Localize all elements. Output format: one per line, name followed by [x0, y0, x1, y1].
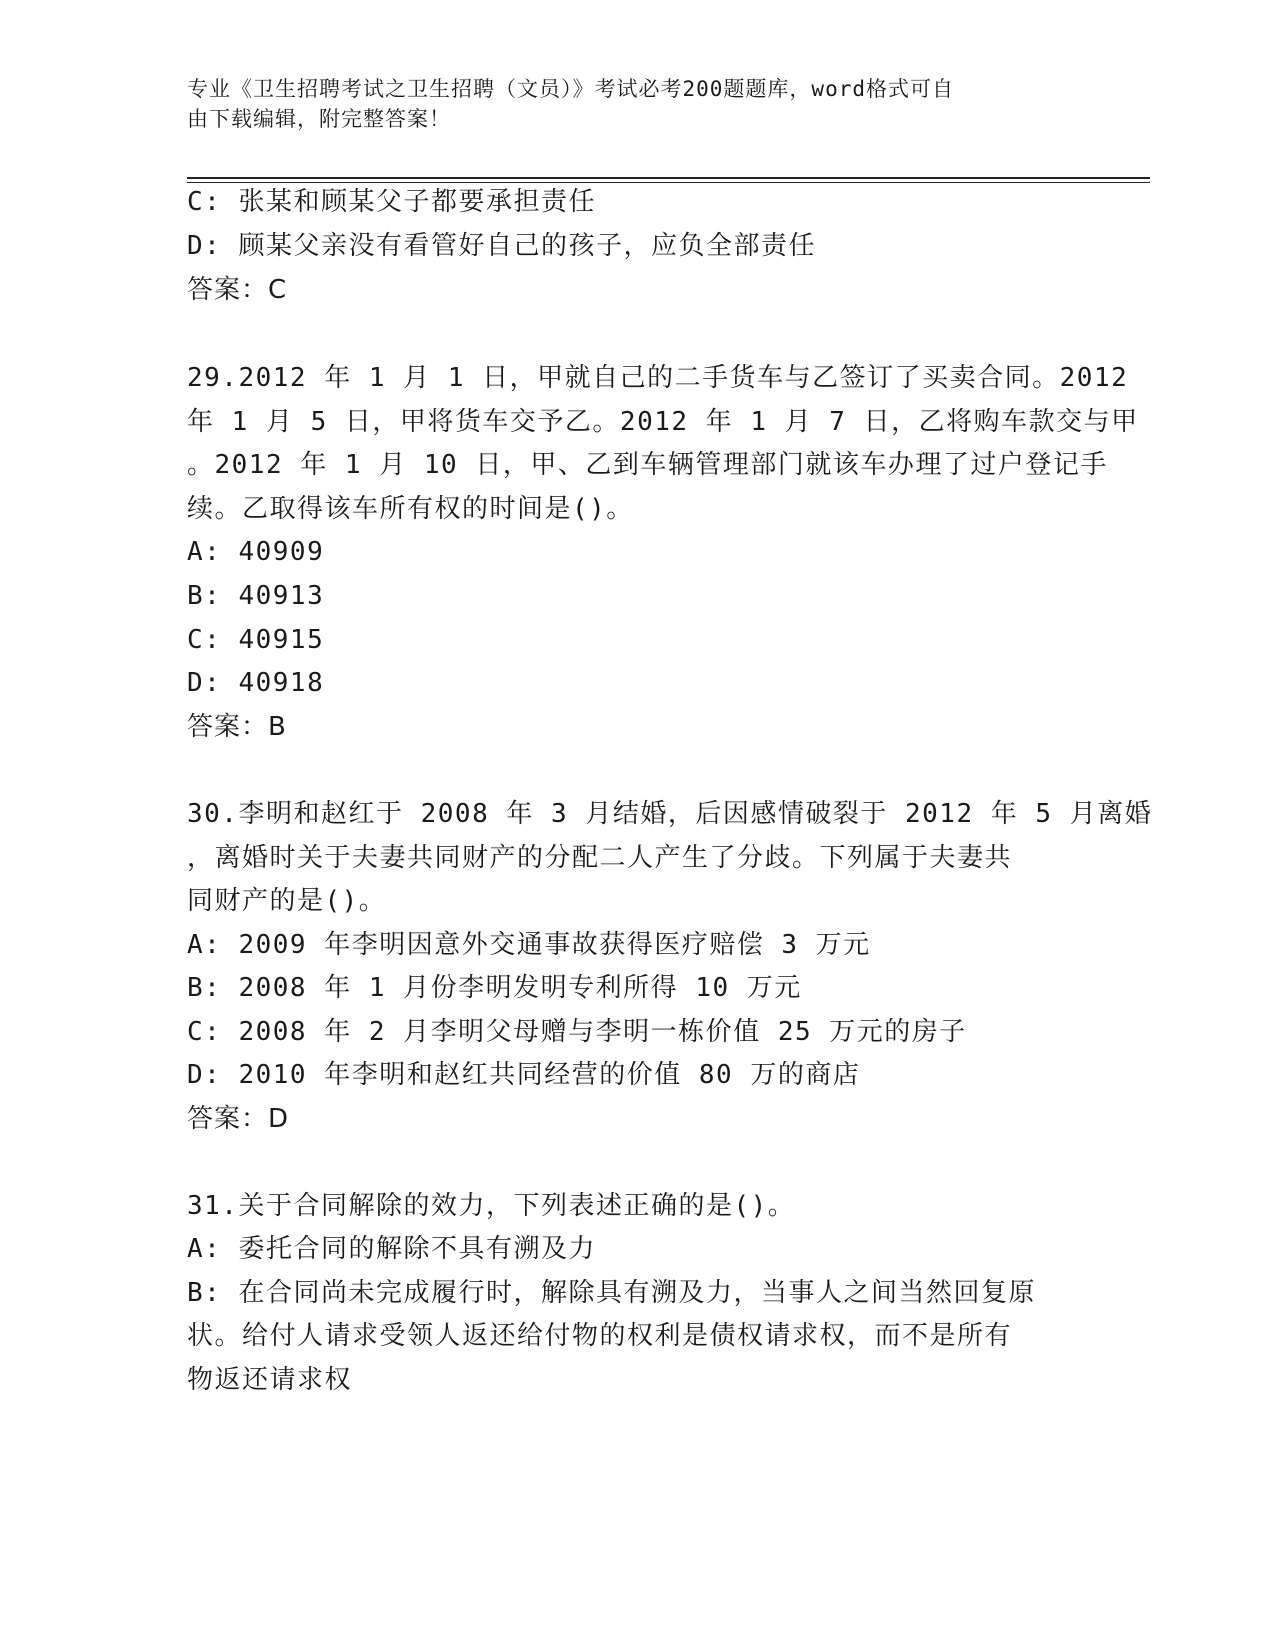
q28-answer: 答案：C — [187, 275, 288, 305]
header-line-1: 专业《卫生招聘考试之卫生招聘（文员）》考试必考200题题库，word格式可自 — [187, 77, 954, 101]
q30-option-c: C: 2008 年 2 月李明父母赠与李明一栋价值 25 万元的房子 — [187, 1017, 967, 1047]
q30-option-d: D: 2010 年李明和赵红共同经营的价值 80 万的商店 — [187, 1060, 861, 1090]
q30-stem-line-3: 同财产的是()。 — [187, 886, 387, 916]
q29-option-d: D: 40918 — [187, 668, 325, 698]
q28-option-d: D: 顾某父亲没有看管好自己的孩子，应负全部责任 — [187, 231, 816, 261]
q31-option-a: A: 委托合同的解除不具有溯及力 — [187, 1234, 596, 1264]
header-divider-thick — [187, 177, 1150, 179]
q29-option-c: C: 40915 — [187, 625, 325, 655]
header-divider-thin — [187, 182, 1150, 183]
q31-option-b-line-3: 物返还请求权 — [187, 1365, 353, 1395]
q29-stem-line-2: 年 1 月 5 日，甲将货车交予乙。2012 年 1 月 7 日，乙将购车款交与甲 — [187, 407, 1139, 437]
q29-stem-line-1: 29.2012 年 1 月 1 日，甲就自己的二手货车与乙签订了买卖合同。2012 — [187, 363, 1129, 393]
q29-option-b: B: 40913 — [187, 581, 325, 611]
q31-stem-line-1: 31.关于合同解除的效力，下列表述正确的是()。 — [187, 1191, 796, 1221]
q29-stem-line-4: 续。乙取得该车所有权的时间是()。 — [187, 494, 634, 524]
q29-stem-line-3: 。2012 年 1 月 10 日，甲、乙到车辆管理部门就该车办理了过户登记手 — [187, 450, 1108, 480]
q30-answer: 答案：D — [187, 1104, 290, 1134]
q29-option-a: A: 40909 — [187, 537, 325, 567]
q31-option-b-line-1: B: 在合同尚未完成履行时，解除具有溯及力，当事人之间当然回复原 — [187, 1278, 1036, 1308]
q30-stem-line-2: ，离婚时关于夫妻共同财产的分配二人产生了分歧。下列属于夫妻共 — [187, 843, 1013, 873]
q31-option-b-line-2: 状。给付人请求受领人返还给付物的权利是债权请求权，而不是所有 — [187, 1321, 1013, 1351]
q29-answer: 答案：B — [187, 712, 287, 742]
document-header — [187, 74, 1087, 134]
header-line-2: 由下载编辑，附完整答案！ — [187, 107, 451, 131]
q30-option-b: B: 2008 年 1 月份李明发明专利所得 10 万元 — [187, 973, 802, 1003]
q30-option-a: A: 2009 年李明因意外交通事故获得医疗赔偿 3 万元 — [187, 930, 871, 960]
q28-option-c: C: 张某和顾某父子都要承担责任 — [187, 187, 596, 217]
q30-stem-line-1: 30.李明和赵红于 2008 年 3 月结婚，后因感情破裂于 2012 年 5 月离婚 — [187, 799, 1153, 829]
